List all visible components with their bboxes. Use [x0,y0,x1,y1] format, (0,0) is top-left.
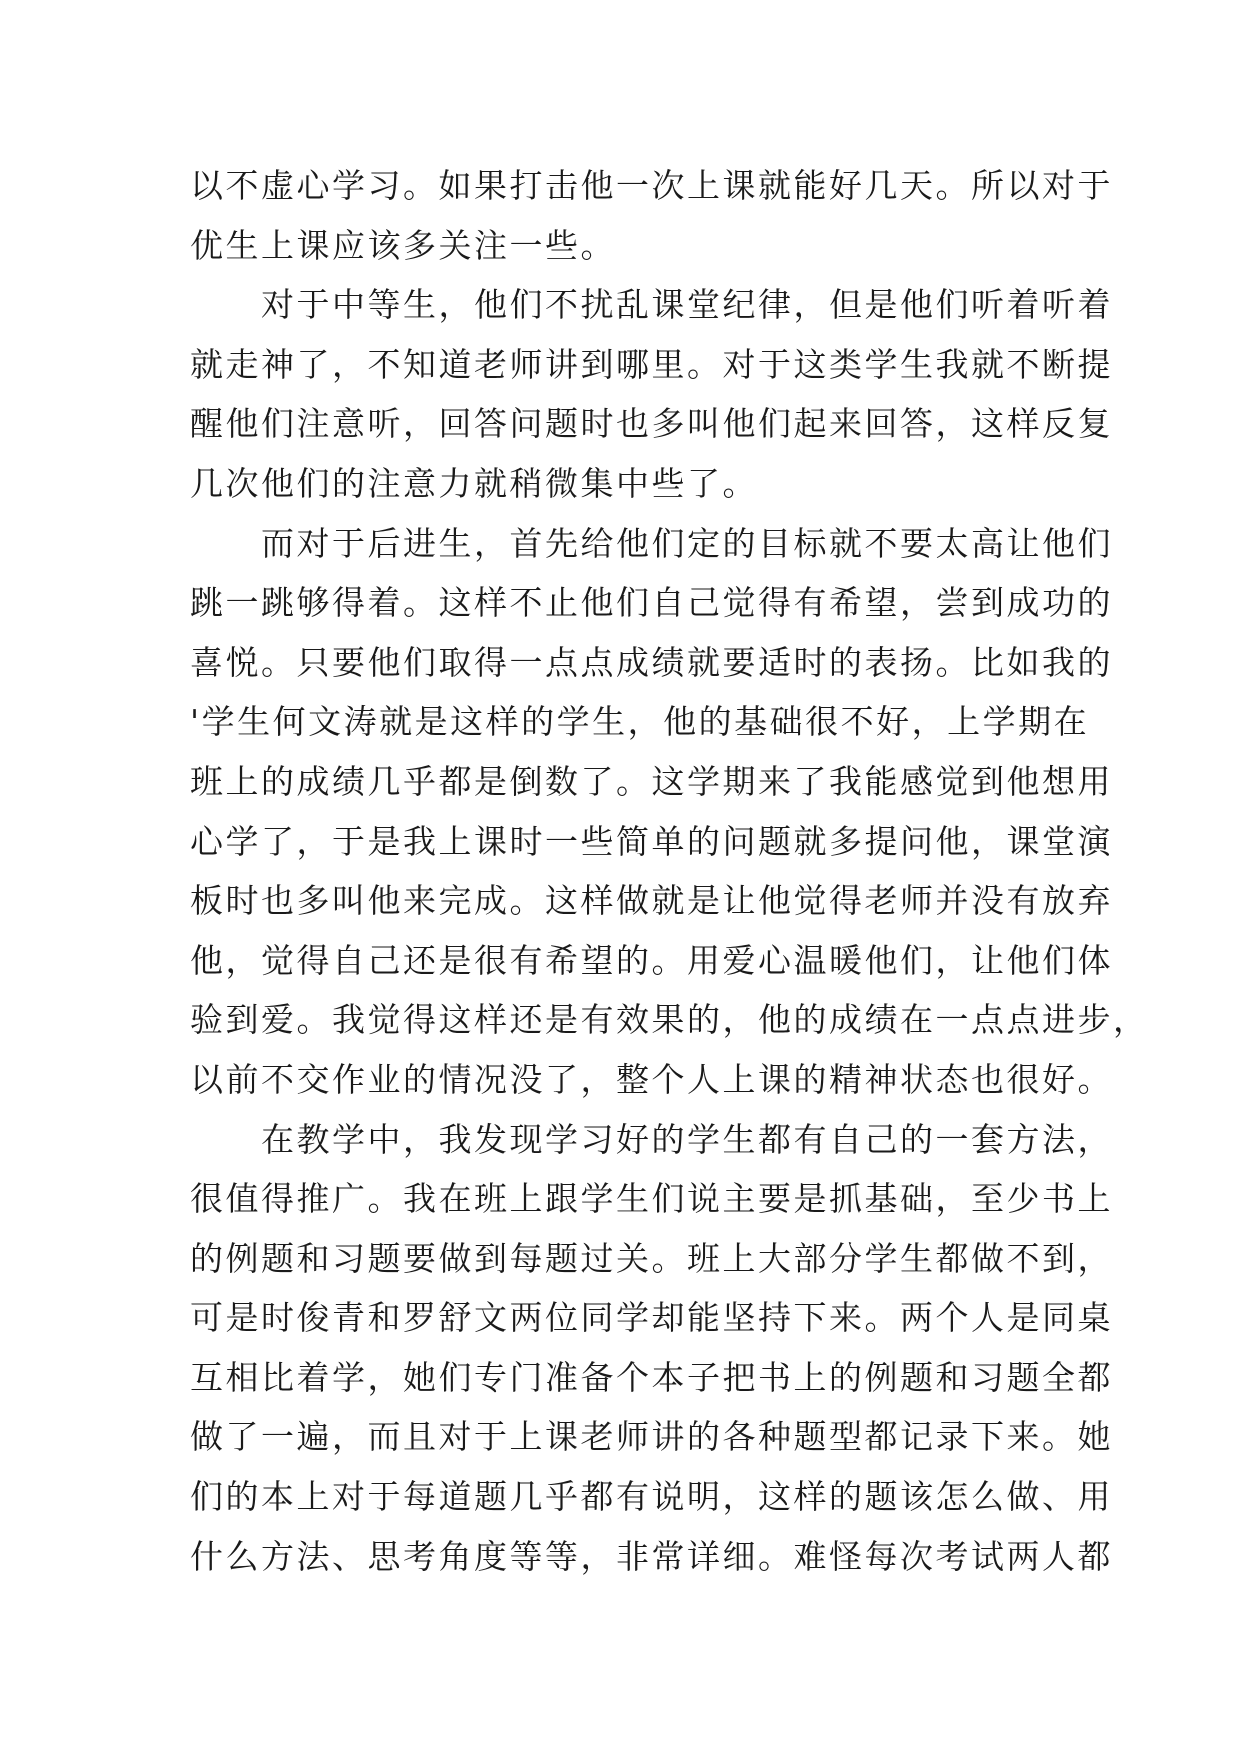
text-line: 跳一跳够得着。这样不止他们自己觉得有希望，尝到成功的 [190,583,1113,623]
text-line: 验到爱。我觉得这样还是有效果的，他的成绩在一点点进步， [190,1000,1149,1040]
text-line: 他，觉得自己还是很有希望的。用爱心温暖他们，让他们体 [190,940,1113,980]
text-line: 板时也多叫他来完成。这样做就是让他觉得老师并没有放弃 [190,881,1113,921]
document-body [190,156,1149,1586]
text-line: 什么方法、思考角度等等，非常详细。难怪每次考试两人都 [190,1536,1113,1576]
text-line: 可是时俊青和罗舒文两位同学却能坚持下来。两个人是同桌 [190,1298,1113,1338]
text-line: 做了一遍，而且对于上课老师讲的各种题型都记录下来。她 [190,1417,1113,1457]
text-line: 以前不交作业的情况没了，整个人上课的精神状态也很好。 [190,1059,1113,1099]
text-line: 优生上课应该多关注一些。 [190,225,616,265]
text-line: 心学了，于是我上课时一些简单的问题就多提问他，课堂演 [190,821,1113,861]
text-line: 几次他们的注意力就稍微集中些了。 [190,463,758,503]
text-line: 对于中等生，他们不扰乱课堂纪律，但是他们听着听着 [190,285,1113,325]
text-line: 以不虚心学习。如果打击他一次上课就能好几天。所以对于 [190,166,1113,205]
text-line: 醒他们注意听，回答问题时也多叫他们起来回答，这样反复 [190,404,1113,444]
text-line: 们的本上对于每道题几乎都有说明，这样的题该怎么做、用 [190,1477,1113,1517]
text-line: 班上的成绩几乎都是倒数了。这学期来了我能感觉到他想用 [190,761,1113,801]
text-line: 互相比着学，她们专门准备个本子把书上的例题和习题全都 [190,1357,1113,1397]
text-line: 的例题和习题要做到每题过关。班上大部分学生都做不到， [190,1238,1113,1278]
text-line: 在教学中，我发现学习好的学生都有自己的一套方法， [190,1119,1113,1159]
text-line: 就走神了，不知道老师讲到哪里。对于这类学生我就不断提 [190,344,1113,384]
text-line: 很值得推广。我在班上跟学生们说主要是抓基础，至少书上 [190,1179,1113,1219]
text-line: 喜悦。只要他们取得一点点成绩就要适时的表扬。比如我的 [190,642,1113,682]
text-line: 而对于后进生，首先给他们定的目标就不要太高让他们 [190,523,1113,563]
text-line: '学生何文涛就是这样的学生，他的基础很不好，上学期在 [190,702,1090,742]
